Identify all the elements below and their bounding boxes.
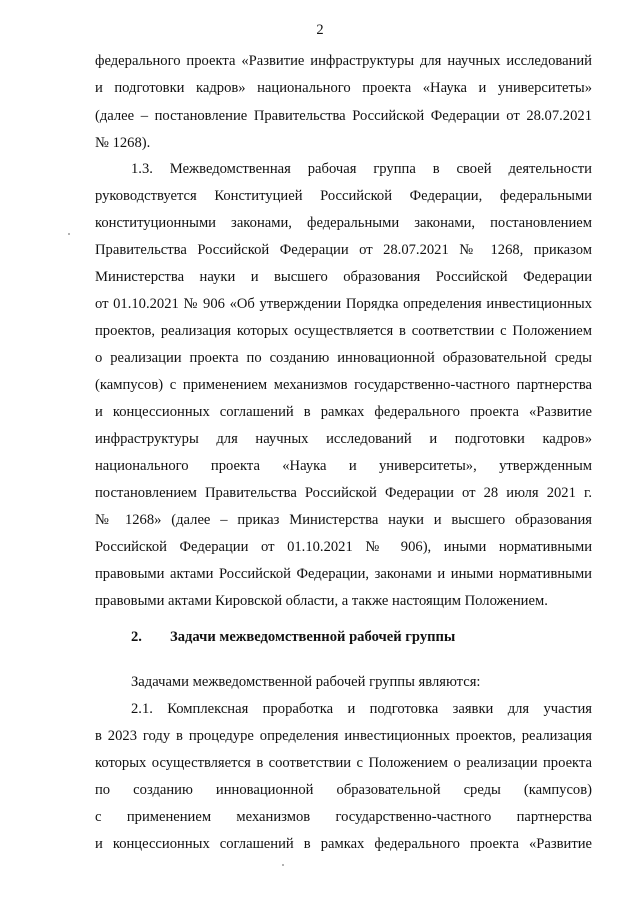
paragraph-1-3-line-5: Министерства науки и высшего образования Российской Федерации [95,269,592,285]
paragraph-1-3-line-14: № 1268» (далее – приказ Министерства науки и высшего образования [95,512,592,528]
paragraph-1-2-line-3: (далее – постановление Правительства Российской Федерации от 28.07.2021 [95,108,592,124]
paragraph-1-3-line-15: Российской Федерации от 01.10.2021 № 906), иными нормативными [95,539,592,555]
section-2-number: 2. [131,629,142,645]
paragraph-1-3-line-4: Правительства Российской Федерации от 28.07.2021 № 1268, приказом [95,242,592,258]
paragraph-2-1-line-2: в 2023 году в процедуре определения инвестиционных проектов, реализация [95,728,592,744]
paragraph-1-2-line-4: № 1268). [95,135,151,151]
paragraph-1-3-line-17: правовыми актами Кировской области, а также настоящим Положением. [95,593,548,609]
section-2-title: Задачи межведомственной рабочей группы [170,629,456,645]
section-2-intro: Задачами межведомственной рабочей группы являются: [131,674,481,690]
paragraph-1-2-line-1: федерального проекта «Развитие инфраструктуры для научных исследований [95,53,592,69]
scan-speck [282,864,284,866]
paragraph-1-3-line-13: постановлением Правительства Российской Федерации от 28 июля 2021 г. [95,485,592,501]
paragraph-1-3-line-1: 1.3. Межведомственная рабочая группа в своей деятельности [131,161,592,177]
page-number: 2 [316,22,324,38]
paragraph-1-3-line-16: правовыми актами Российской Федерации, законами и иными нормативными [95,566,592,582]
paragraph-1-3-line-6: от 01.10.2021 № 906 «Об утверждении Порядка определения инвестиционных [95,296,592,312]
paragraph-2-1-line-6: и концессионных соглашений в рамках федерального проекта «Развитие [95,836,592,852]
scan-speck [68,233,70,235]
paragraph-1-3-line-8: о реализации проекта по созданию инновационной образовательной среды [95,350,592,366]
paragraph-1-3-line-10: и концессионных соглашений в рамках федерального проекта «Развитие [95,404,592,420]
paragraph-1-3-line-7: проектов, реализация которых осуществляется в соответствии с Положением [95,323,592,339]
paragraph-2-1-line-1: 2.1. Комплексная проработка и подготовка заявки для участия [131,701,592,717]
paragraph-1-3-line-2: руководствуется Конституцией Российской Федерации, федеральными [95,188,592,204]
paragraph-1-2-line-2: и подготовки кадров» национального проекта «Наука и университеты» [95,80,592,96]
paragraph-2-1-line-5: с применением механизмов государственно-частного партнерства [95,809,592,825]
paragraph-1-3-line-11: инфраструктуры для научных исследований и подготовки кадров» [95,431,592,447]
paragraph-2-1-line-3: которых осуществляется в соответствии с Положением о реализации проекта [95,755,592,771]
paragraph-1-3-line-12: национального проекта «Наука и университеты», утвержденным [95,458,592,474]
paragraph-1-3-line-3: конституционными законами, федеральными законами, постановлением [95,215,592,231]
paragraph-1-3-line-9: (кампусов) с применением механизмов государственно-частного партнерства [95,377,592,393]
paragraph-2-1-line-4: по созданию инновационной образовательной среды (кампусов) [95,782,592,798]
